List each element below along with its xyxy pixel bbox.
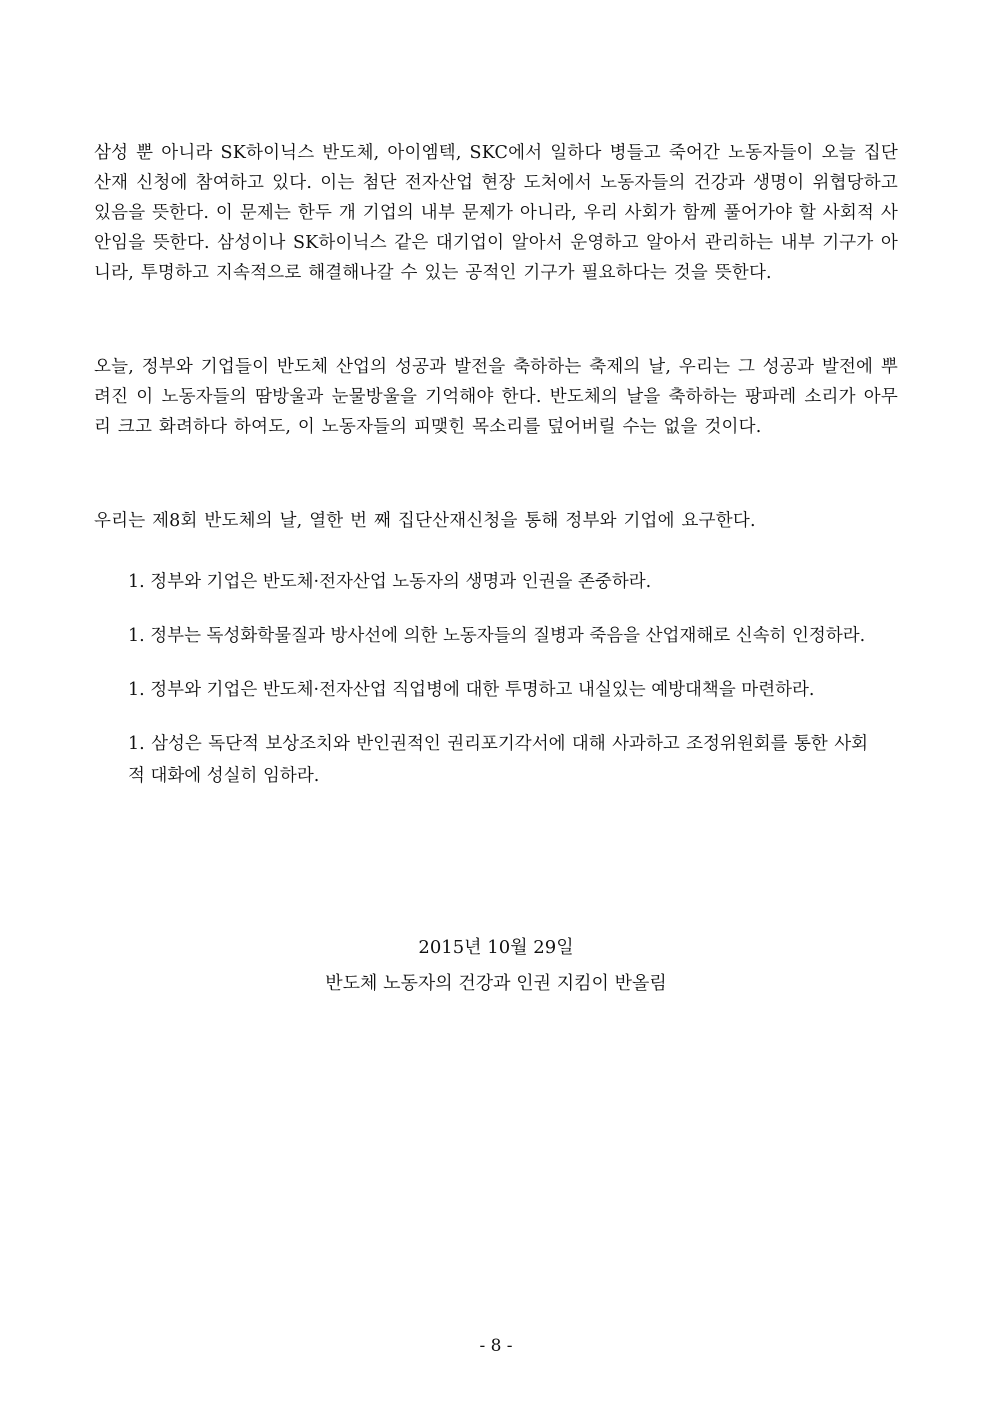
demand-item	[128, 674, 868, 706]
paragraph-demand-intro: 우리는 제8회 반도체의 날, 열한 번 째 집단산재신청을 통해 정부와 기업에 요구한다.	[94, 511, 756, 531]
demand-list	[128, 566, 868, 814]
demand-item	[128, 728, 868, 792]
demand-number: 1.	[128, 572, 151, 592]
demand-number: 1.	[128, 680, 151, 700]
signature-date: 2015년 10월 29일	[418, 937, 574, 958]
demand-item	[128, 620, 868, 652]
paragraph-collective-claim: 삼성 뿐 아니라 SK하이닉스 반도체, 아이엠텍, SKC에서 일하다 병들고 죽어간 노동자들이 오늘 집단 산재 신청에 참여하고 있다. 이는 첨단 전자산업 현장 도처에서 노동자들의 건강과 생명이 위협당하고 있음을 뜻한다. 이 문제는 한두 개 기업의 내부 문제가 아니라, 우리 사회가 함께 풀어가야 할 사회적 사안임을 뜻한다. 삼성이나 SK하이닉스 같은 대기업이 알아서 운영하고 알아서 관리하는 내부 기구가 아니라, 투명하고 지속적으로 해결해나갈 수 있는 공적인 기구가 필요하다는 것을 뜻한다.	[94, 143, 898, 283]
demand-text: 정부와 기업은 반도체·전자산업 노동자의 생명과 인권을 존중하라.	[150, 572, 652, 592]
paragraph-semiconductor-day: 오늘, 정부와 기업들이 반도체 산업의 성공과 발전을 축하하는 축제의 날, 우리는 그 성공과 발전에 뿌려진 이 노동자들의 땀방울과 눈물방울을 기억해야 한다. 반도체의 날을 축하하는 팡파레 소리가 아무리 크고 화려하다 하여도, 이 노동자들의 피맺힌 목소리를 덮어버릴 수는 없을 것이다.	[94, 357, 898, 437]
demand-text: 정부와 기업은 반도체·전자산업 직업병에 대한 투명하고 내실있는 예방대책을 마련하라.	[150, 680, 815, 700]
demand-item	[128, 566, 868, 598]
demand-number: 1.	[128, 626, 151, 646]
demand-text: 정부는 독성화학물질과 방사선에 의한 노동자들의 질병과 죽음을 산업재해로 신속히 인정하라.	[150, 626, 866, 646]
demand-text: 삼성은 독단적 보상조치와 반인권적인 권리포기각서에 대해 사과하고 조정위원회를 통한 사회적 대화에 성실히 임하라.	[128, 734, 869, 786]
page-number: - 8 -	[479, 1336, 513, 1356]
demand-number: 1.	[128, 734, 152, 754]
signature-organization: 반도체 노동자의 건강과 인권 지킴이 반올림	[325, 973, 667, 994]
